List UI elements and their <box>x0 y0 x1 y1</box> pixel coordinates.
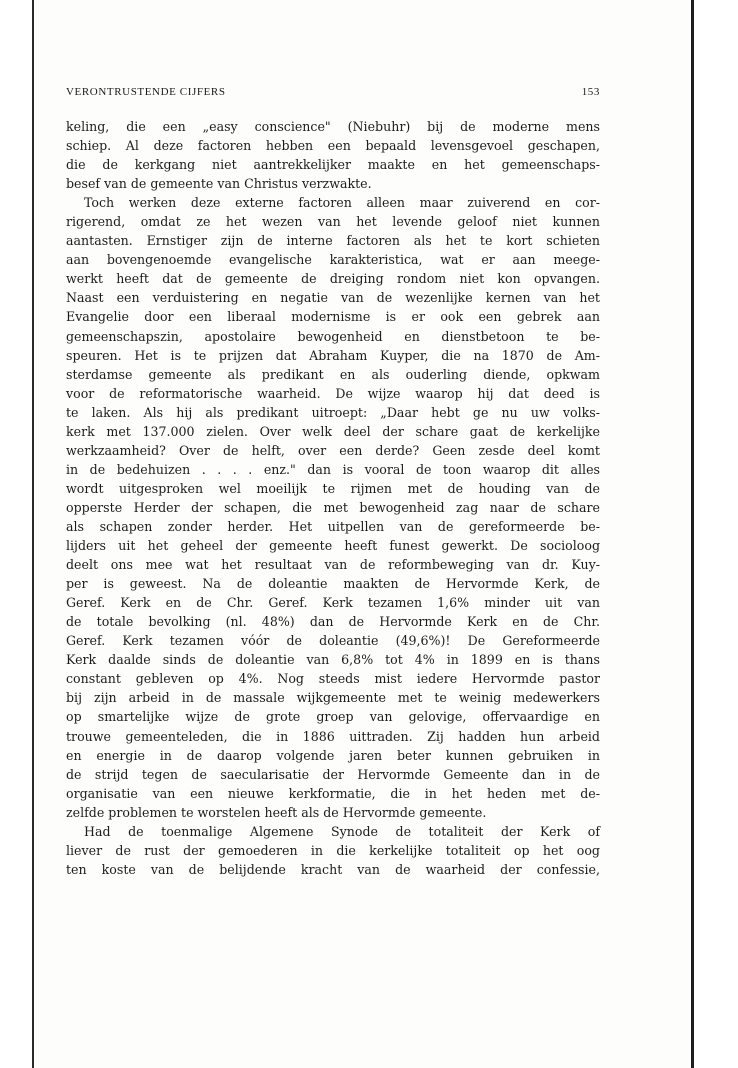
text-line: Kerk daalde sinds de doleantie van 6,8% tot 4% in 1899 en is thans <box>66 652 600 668</box>
text-line: in de bedehuizen . . . . enz." dan is vooral de toon waarop dit alles <box>66 461 600 477</box>
text-line: kerk met 137.000 zielen. Over welk deel der schare gaat de kerkelijke <box>66 423 600 439</box>
text-line: keling, die een „easy conscience" (Niebuhr) bij de moderne mens <box>66 119 600 134</box>
text-line: constant gebleven op 4%. Nog steeds mist iedere Hervormde pastor <box>66 671 600 687</box>
text-line: Naast een verduistering en negatie van de wezenlijke kernen van het <box>66 290 600 306</box>
text-line: opperste Herder der schapen, die met bewogenheid zag naar de schare <box>66 499 600 515</box>
text-line: gemeenschapszin, apostolaire bewogenheid en dienstbetoon te be- <box>66 328 600 344</box>
text-line: te laken. Als hij als predikant uitroept: „Daar hebt ge nu uw volks- <box>66 404 600 420</box>
text-line: per is geweest. Na de doleantie maakten de Hervormde Kerk, de <box>66 576 600 592</box>
text-line: op smartelijke wijze de grote groep van gelovige, offervaardige en <box>66 709 600 725</box>
text-line: voor de reformatorische waarheid. De wijze waarop hij dat deed is <box>66 385 600 401</box>
text-line: ten koste van de belijdende kracht van de waarheid der confessie, <box>66 861 600 877</box>
text-line: als schapen zonder herder. Het uitpellen van de gereformeerde be- <box>66 518 600 534</box>
scan-right-edge <box>691 0 694 1068</box>
text-line: Had de toenmalige Algemene Synode de totaliteit der Kerk of <box>84 823 600 839</box>
text-line: lijders uit het geheel der gemeente heeft funest gewerkt. De socioloog <box>66 538 600 554</box>
text-line: werkt heeft dat de gemeente de dreiging rondom niet kon opvangen. <box>66 271 600 287</box>
text-line: Geref. Kerk tezamen vóór de doleantie (49,6%)! De Gereformeerde <box>66 633 600 649</box>
text-line: bij zijn arbeid in de massale wijkgemeente met te weinig medewerkers <box>66 690 600 706</box>
text-line: werkzaamheid? Over de helft, over een derde? Geen zesde deel komt <box>66 442 600 458</box>
text-line: Geref. Kerk en de Chr. Geref. Kerk tezamen 1,6% minder uit van <box>66 595 600 611</box>
text-line: de strijd tegen de saecularisatie der Hervormde Gemeente dan in de <box>66 766 600 782</box>
text-line: speuren. Het is te prijzen dat Abraham Kuyper, die na 1870 de Am- <box>66 347 600 363</box>
text-line: wordt uitgesproken wel moeilijk te rijmen met de houding van de <box>66 480 600 496</box>
text-line: en energie in de daarop volgende jaren beter kunnen gebruiken in <box>66 747 600 763</box>
text-line: sterdamse gemeente als predikant en als ouderling diende, opkwam <box>66 366 600 382</box>
text-line: deelt ons mee wat het resultaat van de reformbeweging van dr. Kuy- <box>66 557 600 573</box>
text-line: die de kerkgang niet aantrekkelijker maakte en het gemeenschaps- <box>66 157 600 173</box>
page-number: 153 <box>581 86 600 98</box>
text-line: rigerend, omdat ze het wezen van het levende geloof niet kunnen <box>66 214 600 230</box>
text-line: aan bovengenoemde evangelische karakteristica, wat er aan meege- <box>66 252 600 268</box>
text-line: zelfde problemen te worstelen heeft als de Hervormde gemeente. <box>66 804 487 820</box>
text-line: Evangelie door een liberaal modernisme is er ook een gebrek aan <box>66 309 600 325</box>
text-line: liever de rust der gemoederen in die kerkelijke totaliteit op het oog <box>66 842 600 858</box>
text-line: trouwe gemeenteleden, die in 1886 uittraden. Zij hadden hun arbeid <box>66 728 600 744</box>
text-line: besef van de gemeente van Christus verzwakte. <box>66 176 372 192</box>
text-line: organisatie van een nieuwe kerkformatie, die in het heden met de- <box>66 785 600 801</box>
text-line: Toch werken deze externe factoren alleen maar zuiverend en cor- <box>84 195 600 211</box>
body-text <box>66 117 600 879</box>
running-head: VERONTRUSTENDE CIJFERS <box>66 86 226 98</box>
text-line: de totale bevolking (nl. 48%) dan de Hervormde Kerk en de Chr. <box>66 614 600 630</box>
text-line: aantasten. Ernstiger zijn de interne factoren als het te kort schieten <box>66 233 600 249</box>
text-line: schiep. Al deze factoren hebben een bepaald levensgevoel geschapen, <box>66 138 600 154</box>
